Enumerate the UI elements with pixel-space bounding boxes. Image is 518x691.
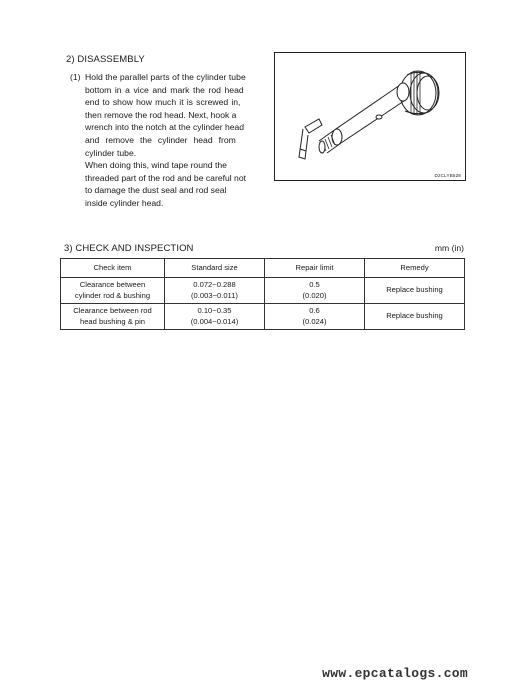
cell-line: (0.004~0.014) bbox=[190, 316, 239, 326]
cylinder-rod-illustration bbox=[275, 53, 467, 182]
header-check-item: Check item bbox=[61, 259, 165, 278]
cell-repair-limit bbox=[265, 278, 365, 304]
header-remedy: Remedy bbox=[365, 259, 465, 278]
cylinder-rod-figure bbox=[274, 52, 466, 181]
table-row bbox=[61, 278, 465, 304]
step-number: (1) bbox=[70, 72, 81, 82]
step-line: wrench into the notch at the cylinder head bbox=[85, 122, 245, 133]
cell-check-item bbox=[61, 278, 165, 304]
disassembly-step-1 bbox=[70, 71, 285, 210]
cell-repair-limit bbox=[265, 304, 365, 330]
step-line: end to show how much it is screwed in, bbox=[85, 97, 241, 108]
cell-line: (0.024) bbox=[302, 316, 327, 326]
inspection-table bbox=[60, 258, 465, 330]
cell-remedy: Replace bushing bbox=[365, 304, 465, 330]
cell-line: 0.5 bbox=[309, 280, 320, 289]
cell-line: 0.6 bbox=[309, 306, 320, 315]
step-line: When doing this, wind tape round the bbox=[85, 160, 227, 171]
header-standard-size: Standard size bbox=[165, 259, 265, 278]
cell-remedy: Replace bushing bbox=[365, 278, 465, 304]
step-line: inside cylinder head. bbox=[85, 197, 164, 208]
section-title-inspection: 3) CHECK AND INSPECTION bbox=[64, 243, 194, 254]
table-row bbox=[61, 304, 465, 330]
watermark-url: www.epcatalogs.com bbox=[322, 666, 468, 681]
cell-line: head bushing & pin bbox=[79, 316, 146, 326]
table-header-row bbox=[61, 259, 465, 278]
unit-label: mm (in) bbox=[434, 243, 464, 253]
cell-standard-size bbox=[165, 304, 265, 330]
step-line: bottom in a vice and mark the rod head bbox=[85, 84, 244, 95]
step-line: and remove the cylinder head from bbox=[85, 134, 236, 145]
step-line: to damage the dust seal and rod seal bbox=[85, 185, 227, 196]
header-repair-limit: Repair limit bbox=[265, 259, 365, 278]
figure-code: D2CLYB528 bbox=[434, 173, 461, 178]
step-line: Hold the parallel parts of the cylinder tube bbox=[85, 72, 246, 82]
step-line: cylinder tube. bbox=[85, 147, 137, 158]
cell-line: cylinder rod & bushing bbox=[74, 290, 151, 300]
cell-line: (0.020) bbox=[302, 290, 327, 300]
step-line: threaded part of the rod and be careful not bbox=[85, 172, 247, 183]
cell-check-item bbox=[61, 304, 165, 330]
section-title-disassembly: 2) DISASSEMBLY bbox=[66, 54, 145, 65]
step-line: then remove the rod head. Next, hook a bbox=[85, 109, 237, 120]
cell-line: Clearance between bbox=[79, 280, 146, 289]
cell-line: 0.072~0.288 bbox=[193, 280, 236, 289]
cell-line: (0.003~0.011) bbox=[191, 290, 238, 300]
cell-line: 0.10~0.35 bbox=[197, 306, 232, 315]
step-text bbox=[85, 71, 285, 210]
cell-line: Clearance between rod bbox=[73, 306, 152, 315]
cell-standard-size bbox=[165, 278, 265, 304]
